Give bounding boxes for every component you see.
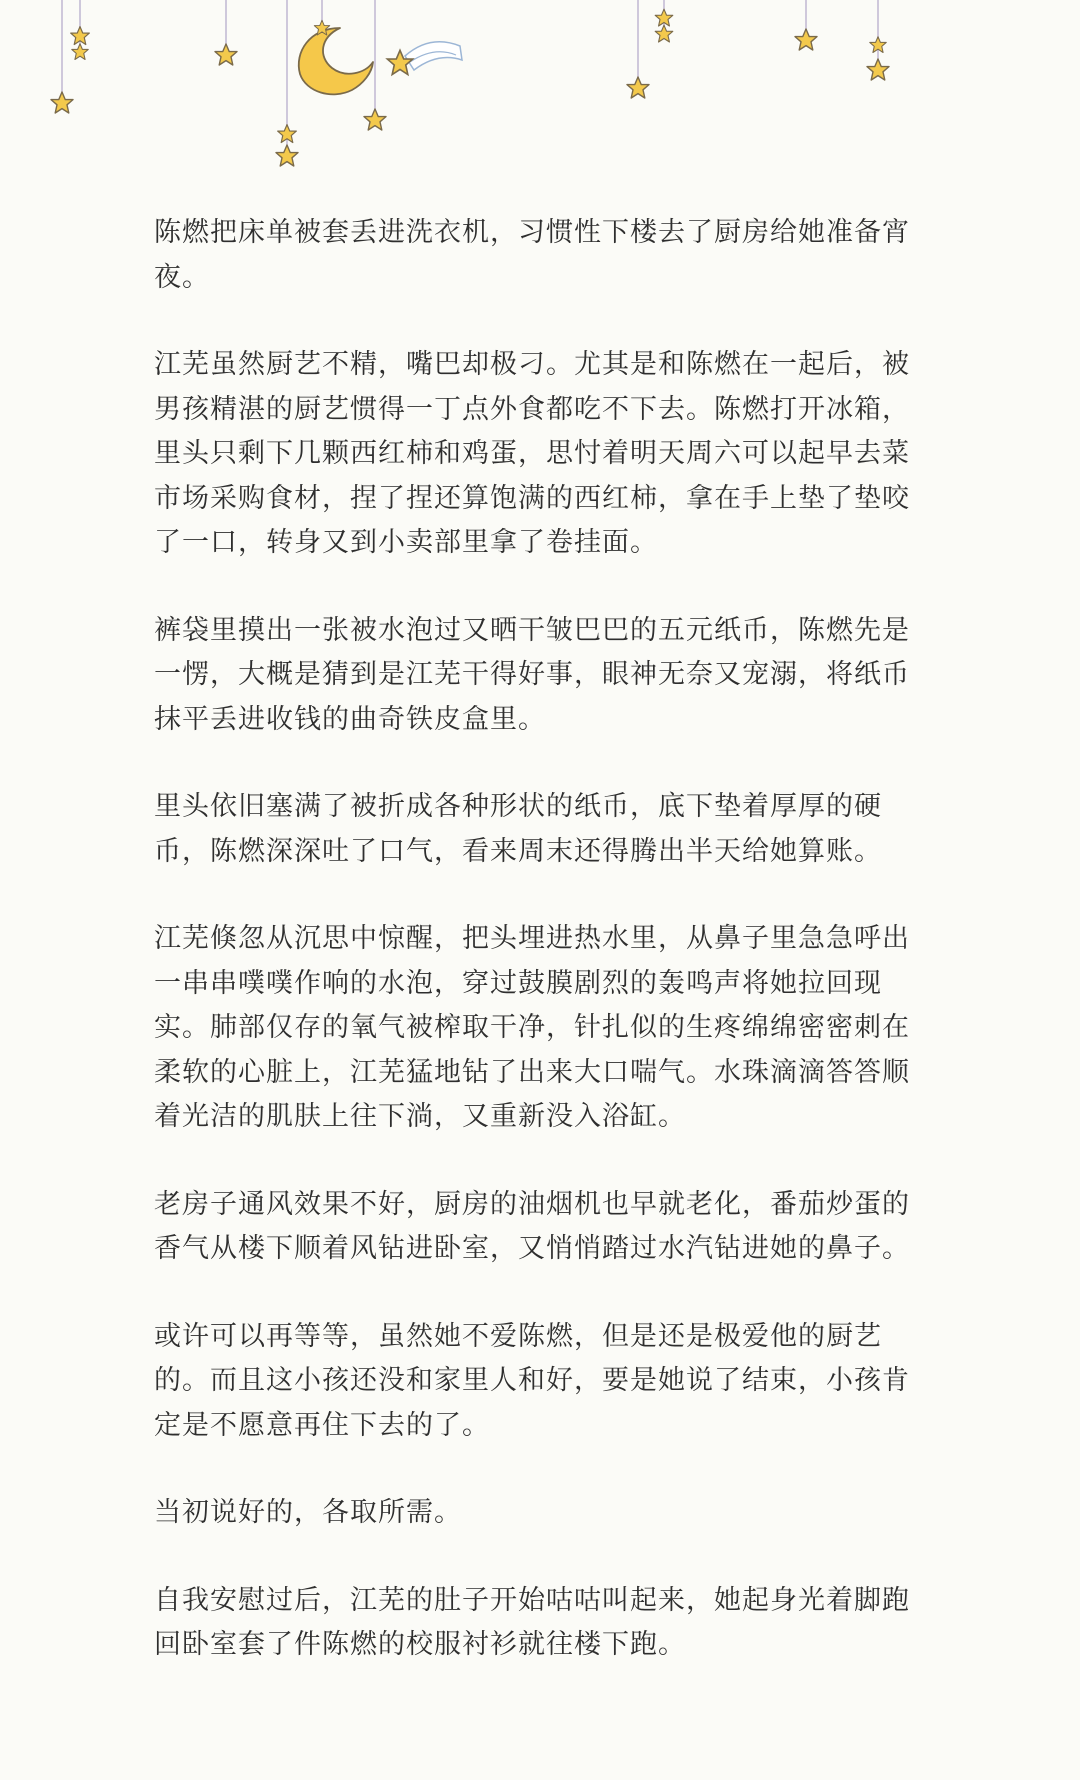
shooting-star-icon	[387, 42, 462, 75]
paragraph: 或许可以再等等，虽然她不爱陈燃，但是还是极爱他的厨艺的。而且这小孩还没和家里人和好，要是她说了结束，小孩肯定是不愿意再住下去的了。	[154, 1320, 910, 1441]
paragraph: 江芜虽然厨艺不精，嘴巴却极刁。尤其是和陈燃在一起后，被男孩精湛的厨艺惯得一丁点外食都吃不下去。陈燃打开冰箱，里头只剩下几颗西红柿和鸡蛋，思忖着明天周六可以起早去菜市场采购食材，捏了捏还算饱满的西红柿，拿在手上垫了垫咬了一口，转身又到小卖部里拿了卷挂面。	[154, 349, 910, 558]
paragraph: 当初说好的，各取所需。	[154, 1497, 462, 1528]
paragraph: 自我安慰过后，江芜的肚子开始咕咕叫起来，她起身光着脚跑回卧室套了件陈燃的校服衬衫就往楼下跑。	[154, 1584, 910, 1660]
paragraph: 里头依旧塞满了被折成各种形状的纸币，底下垫着厚厚的硬币，陈燃深深吐了口气，看来周末还得腾出半天给她算账。	[154, 791, 882, 867]
hanging-strings	[62, 0, 878, 148]
paragraph: 裤袋里摸出一张被水泡过又晒干皱巴巴的五元纸币，陈燃先是一愣，大概是猜到是江芜干得好事，眼神无奈又宠溺，将纸币抹平丢进收钱的曲奇铁皮盒里。	[154, 614, 910, 735]
article-body	[154, 211, 914, 1731]
moon-icon	[299, 28, 373, 94]
paragraph: 老房子通风效果不好，厨房的油烟机也早就老化，番茄炒蛋的香气从楼下顺着风钻进卧室，又悄悄踏过水汽钻进她的鼻子。	[154, 1188, 910, 1264]
paragraph: 江芜倏忽从沉思中惊醒，把头埋进热水里，从鼻子里急急呼出一串串噗噗作响的水泡，穿过鼓膜剧烈的轰鸣声将她拉回现实。肺部仅存的氧气被榨取干净，针扎似的生疼绵绵密密刺在柔软的心脏上，江芜猛地钻了出来大口喘气。水珠滴滴答答顺着光洁的肌肤上往下淌，又重新没入浴缸。	[154, 923, 910, 1132]
paragraph: 陈燃把床单被套丢进洗衣机，习惯性下楼去了厨房给她准备宵夜。	[154, 217, 910, 293]
header-decoration	[0, 0, 1080, 190]
star-icons	[51, 9, 889, 166]
